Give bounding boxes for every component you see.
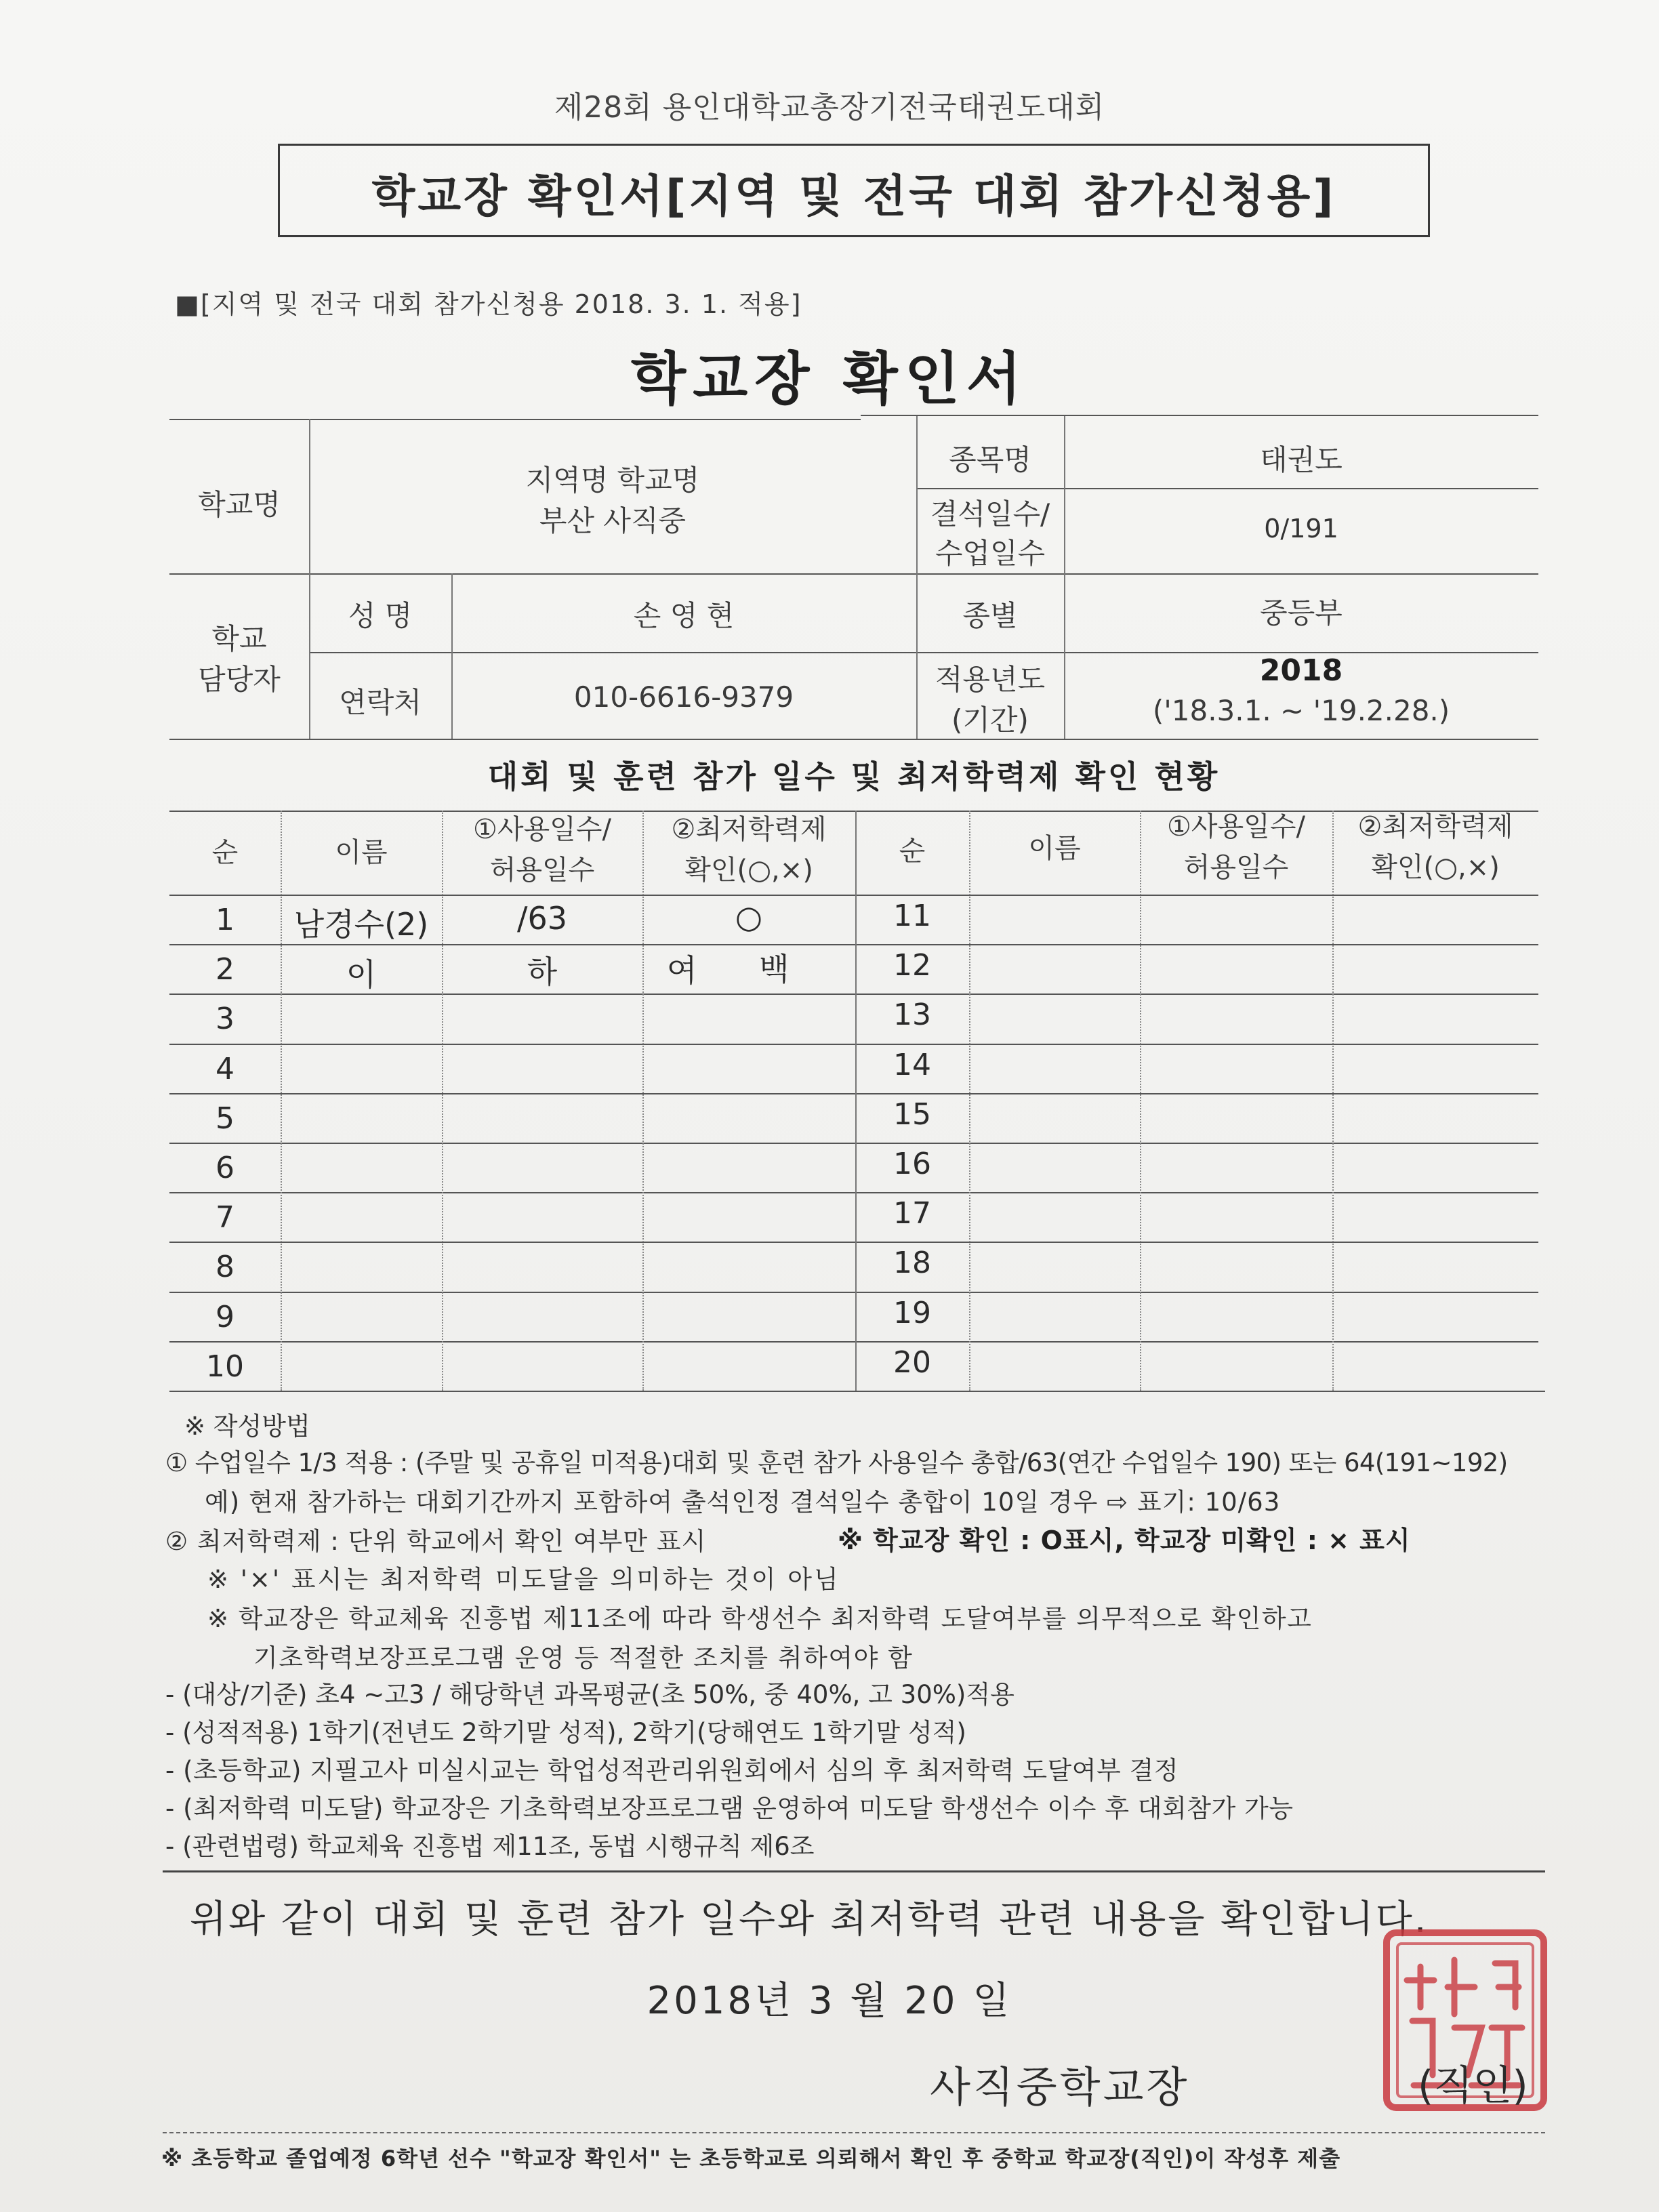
header-min-line2: 확인(○,×) bbox=[1371, 852, 1500, 883]
instruction-line: ② 최저학력제 : 단위 학교에서 확인 여부만 표시 bbox=[165, 1527, 707, 1556]
row-number: 3 bbox=[216, 1002, 234, 1036]
instructions-divider bbox=[163, 1870, 1545, 1872]
instruction-line: - (초등학교) 지필고사 미실시교는 학업성적관리위원회에서 심의 후 최저학력 도달여부 결정 bbox=[165, 1756, 1179, 1785]
header-min-line1: ②최저학력제 bbox=[1357, 811, 1513, 842]
seal-label: (직인) bbox=[1418, 2062, 1528, 2110]
school-label: 학교명 bbox=[198, 488, 281, 521]
row-number: 4 bbox=[216, 1052, 234, 1086]
confirmation-date: 2018년 3 월 20 일 bbox=[647, 1979, 1012, 2023]
row1-check: ○ bbox=[735, 899, 763, 935]
table-line bbox=[281, 811, 282, 1391]
instruction-line: - (대상/기준) 초4 ~고3 / 해당학년 과목평균(초 50%, 중 40%, 고 30%)적용 bbox=[165, 1680, 1015, 1709]
name-value: 손 영 현 bbox=[633, 599, 735, 632]
table-line bbox=[1332, 811, 1334, 1391]
info-line bbox=[169, 419, 861, 420]
row-number: 12 bbox=[893, 948, 931, 983]
sport-label: 종목명 bbox=[949, 443, 1031, 476]
year-label-line1: 적용년도 bbox=[935, 663, 1046, 696]
row-number: 20 bbox=[893, 1345, 931, 1380]
row-number: 1 bbox=[216, 903, 234, 937]
contact-label-line2: 담당자 bbox=[198, 663, 281, 696]
division-value: 중등부 bbox=[1260, 596, 1343, 630]
header-min-line1: ②최저학력제 bbox=[671, 814, 827, 845]
table-title: 대회 및 훈련 참가 일수 및 최저학력제 확인 현황 bbox=[487, 758, 1221, 795]
period-value: ('18.3.1. ~ '19.2.28.) bbox=[1152, 694, 1450, 727]
info-line bbox=[861, 415, 1538, 416]
school-value-line1: 지역명 학교명 bbox=[525, 464, 700, 497]
table-line bbox=[642, 811, 644, 1391]
absence-label-line2: 수업일수 bbox=[935, 537, 1046, 570]
header-no: 순 bbox=[211, 837, 239, 868]
footer-note: ※ 초등학교 졸업예정 6학년 선수 "학교장 확인서" 는 초등학교로 의뢰해서 확인 후 중학교 학교장(직인)이 작성후 제출 bbox=[161, 2146, 1341, 2171]
table-line bbox=[442, 811, 443, 1391]
form-title: 학교장 확인서 bbox=[630, 346, 1029, 412]
instruction-line: ※ '×' 표시는 최저학력 미도달을 의미하는 것이 아님 bbox=[207, 1565, 840, 1594]
row2-days: 하 bbox=[527, 954, 558, 990]
info-line bbox=[916, 488, 1538, 489]
table-line bbox=[969, 811, 970, 1391]
contact-label-line1: 학교 bbox=[211, 622, 267, 655]
school-value-line2: 부산 사직중 bbox=[539, 504, 687, 537]
row2-check-a: 여 bbox=[667, 952, 697, 989]
row-number: 9 bbox=[216, 1300, 234, 1334]
header-days-line1: ①사용일수/ bbox=[473, 814, 611, 845]
instruction-line: - (최저학력 미도달) 학교장은 기초학력보장프로그램 운영하여 미도달 학생선수 이수 후 대회참가 가능 bbox=[165, 1794, 1294, 1823]
document-heading: 학교장 확인서[지역 및 전국 대회 참가신청용] bbox=[371, 170, 1336, 222]
header-days-line2: 허용일수 bbox=[1183, 852, 1289, 883]
row-number: 10 bbox=[206, 1349, 244, 1384]
header-name: 이름 bbox=[335, 837, 388, 868]
row-number: 19 bbox=[893, 1296, 931, 1330]
table-line bbox=[1140, 811, 1141, 1391]
instruction-line: ① 수업일수 1/3 적용 : (주말 및 공휴일 미적용)대회 및 훈련 참가 사용일수 총합/63(연간 수업일수 190) 또는 64(191~192) bbox=[165, 1448, 1508, 1477]
header-no: 순 bbox=[899, 836, 926, 867]
row-number: 6 bbox=[216, 1151, 234, 1185]
principal-name: 사직중학교장 bbox=[930, 2062, 1190, 2112]
row-number: 11 bbox=[893, 899, 931, 933]
year-value: 2018 bbox=[1259, 653, 1343, 688]
instruction-line-bold: ※ 학교장 확인 : O표시, 학교장 미확인 : × 표시 bbox=[838, 1525, 1411, 1555]
instruction-line: 예) 현재 참가하는 대회기간까지 포함하여 출석인정 결석일수 총합이 10일 경우 ⇨ 표기: 10/63 bbox=[205, 1488, 1281, 1517]
row-number: 14 bbox=[893, 1048, 931, 1082]
absence-label-line1: 결석일수/ bbox=[930, 497, 1050, 531]
footer-divider bbox=[163, 2132, 1545, 2133]
row-number: 13 bbox=[893, 998, 931, 1032]
phone-value: 010-6616-9379 bbox=[573, 680, 794, 714]
name-label: 성 명 bbox=[348, 599, 413, 632]
table-line bbox=[169, 1391, 1545, 1392]
row-number: 8 bbox=[216, 1250, 234, 1284]
sport-value: 태권도 bbox=[1260, 443, 1343, 476]
header-name: 이름 bbox=[1028, 833, 1081, 864]
instruction-line: ※ 학교장은 학교체육 진흥법 제11조에 따라 학생선수 최저학력 도달여부를 의무적으로 확인하고 bbox=[207, 1604, 1313, 1633]
row-number: 16 bbox=[893, 1147, 931, 1181]
row-number: 15 bbox=[893, 1097, 931, 1132]
row-number: 2 bbox=[216, 952, 234, 987]
row-number: 18 bbox=[893, 1246, 931, 1280]
header-days-line2: 허용일수 bbox=[489, 855, 595, 886]
instruction-line: 기초학력보장프로그램 운영 등 적절한 조치를 취하여야 함 bbox=[253, 1643, 914, 1673]
confirmation-statement: 위와 같이 대회 및 훈련 참가 일수와 최저학력 관련 내용을 확인합니다. bbox=[190, 1898, 1429, 1942]
division-label: 종별 bbox=[962, 599, 1018, 632]
row1-name: 남경수(2) bbox=[293, 906, 429, 943]
row1-days: /63 bbox=[516, 900, 568, 937]
instruction-line: - (관련법령) 학교체육 진흥법 제11조, 동법 시행규칙 제6조 bbox=[165, 1832, 815, 1861]
row2-check-b: 백 bbox=[759, 951, 790, 987]
phone-label: 연락처 bbox=[339, 686, 422, 719]
apply-note: ■[지역 및 전국 대회 참가신청용 2018. 3. 1. 적용] bbox=[175, 289, 802, 319]
header-days-line1: ①사용일수/ bbox=[1167, 811, 1305, 842]
info-line bbox=[169, 739, 1538, 740]
row2-name: 이 bbox=[346, 956, 377, 993]
row-number: 17 bbox=[893, 1196, 931, 1231]
header-min-line2: 확인(○,×) bbox=[684, 855, 813, 886]
year-label-line2: (기간) bbox=[951, 703, 1029, 737]
row-number: 5 bbox=[216, 1101, 234, 1136]
absence-value: 0/191 bbox=[1264, 514, 1338, 544]
competition-title: 제28회 용인대학교총장기전국태권도대회 bbox=[554, 90, 1105, 125]
info-line bbox=[169, 573, 1538, 575]
instruction-line: - (성적적용) 1학기(전년도 2학기말 성적), 2학기(당해연도 1학기말 성적) bbox=[165, 1718, 966, 1747]
row-number: 7 bbox=[216, 1200, 234, 1235]
instructions-title: ※ 작성방법 bbox=[184, 1412, 310, 1441]
